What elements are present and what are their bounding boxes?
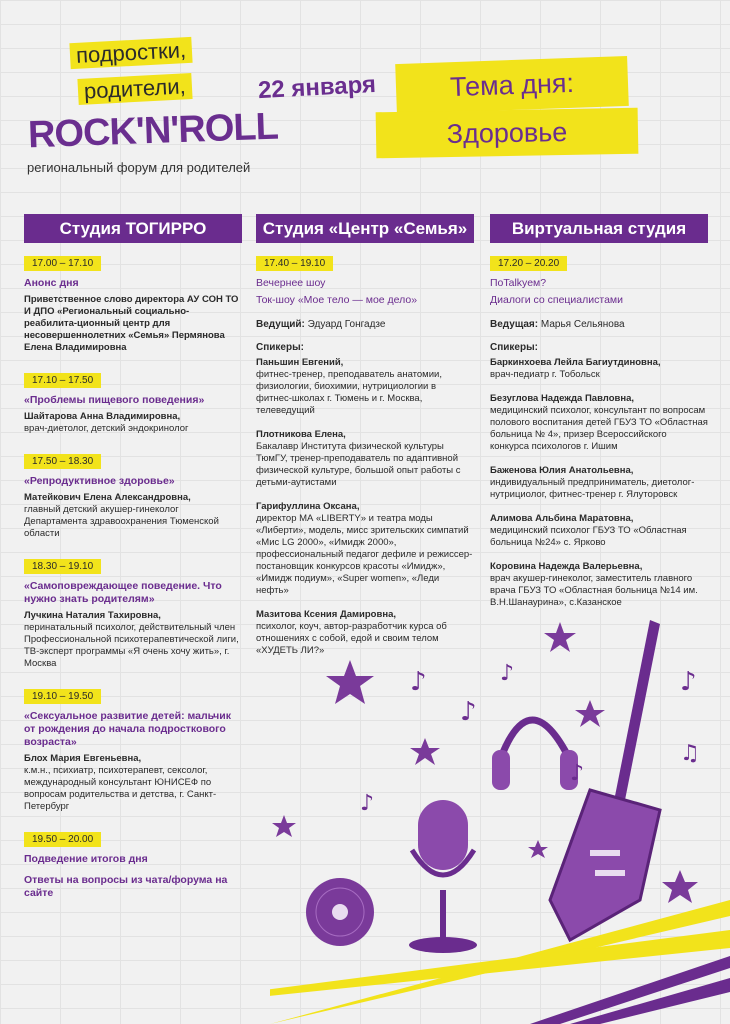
- star-icon: [528, 840, 548, 858]
- program-item: [24, 370, 242, 435]
- headphones-icon: [492, 720, 578, 790]
- talk-title: Ток-шоу «Мое тело — мое дело»: [256, 294, 418, 306]
- speaker-entry: [490, 513, 708, 549]
- program-extra: Ответы на вопросы из чата/форума на сайте: [24, 874, 228, 899]
- time-badge: 17.40 – 19.10: [256, 256, 333, 271]
- program-speaker-desc: врач-диетолог, детский эндокринолог: [24, 423, 189, 434]
- speaker-desc: директор МА «LIBERTY» и театра моды «Либерти», модель, мисс зрительских симпатий «Мис LG 2000», «Имидж 2000», профессиональный педагог дефиле и режиссер-постановщик конкурсов красоты «Имидж», «Имидж подиум», «Super women», «Леди нефть»: [256, 513, 473, 596]
- host-label: Ведущая:: [490, 319, 539, 330]
- speakers-label: Спикеры:: [256, 342, 304, 353]
- logo-line-parents: родители,: [77, 73, 192, 105]
- studio-title: Студия ТОГИРРО: [24, 214, 242, 243]
- speaker-name: Плотникова Елена,: [256, 429, 346, 440]
- program-title: «Самоповреждающее поведение. Что нужно знать родителям»: [24, 580, 222, 605]
- speaker-desc: фитнес-тренер, преподаватель анатомии, физиологии, биохимии, нутрициологии в фитнес-школах г. Тюмень и г. Москва, телеведущий: [256, 369, 442, 416]
- program-title: «Репродуктивное здоровье»: [24, 475, 175, 487]
- program-speaker: Матейкович Елена Александровна,: [24, 492, 191, 503]
- program-speaker-desc: главный детский акушер-гинеколог Департамента здравоохранения Тюменской области: [24, 504, 219, 539]
- program-speaker: Приветственное слово директора АУ СОН ТО И ДПО «Региональный социально-реабилита-ционный центр для несовершеннолетних «Семья» Пермянова Елена Владимировна: [24, 294, 239, 353]
- music-note-icon: ♪: [460, 697, 477, 727]
- microphone-icon: [409, 800, 477, 953]
- program-item: [24, 556, 242, 670]
- time-badge: 17.00 – 17.10: [24, 256, 101, 271]
- program-speaker: Блох Мария Евгеньевна,: [24, 753, 142, 764]
- time-badge: 17.20 – 20.20: [490, 256, 567, 271]
- show-title: ПоTalkуем?: [490, 277, 547, 289]
- speaker-desc: Бакалавр Института физической культуры ТюмГУ, тренер-преподаватель по адаптивной физической культуре, большой опыт работы с детьми-аутистами: [256, 441, 461, 488]
- studio-title: Студия «Центр «Семья»: [256, 214, 474, 243]
- program-title: «Сексуальное развитие детей: мальчик от рождения до начала подросткового возраста»: [24, 710, 231, 748]
- vinyl-record-icon: [306, 878, 374, 946]
- event-date: 22 января: [257, 70, 377, 105]
- music-illustration: [270, 600, 730, 1024]
- speaker-name: Коровина Надежда Валерьевна,: [490, 561, 643, 572]
- virtual-studio-column: [490, 214, 708, 621]
- program-title: «Проблемы пищевого поведения»: [24, 394, 205, 406]
- music-note-icon: ♪: [410, 667, 427, 697]
- star-icon: [326, 660, 374, 704]
- speaker-name: Мазитова Ксения Дамировна,: [256, 609, 396, 620]
- speaker-desc: медицинский психолог ГБУЗ ТО «Областная больница №24» с. Ярково: [490, 525, 687, 548]
- speaker-desc: врач-педиатр г. Тобольск: [490, 369, 600, 380]
- program-speaker: Лучкина Наталия Тахировна,: [24, 610, 161, 621]
- program-speaker: Шайтарова Анна Владимировна,: [24, 411, 181, 422]
- music-note-icon: ♪: [680, 667, 697, 697]
- music-note-icon: ♪: [500, 661, 515, 686]
- host-label: Ведущий:: [256, 319, 305, 330]
- speaker-entry: [490, 357, 708, 381]
- speaker-name: Гарифуллина Оксана,: [256, 501, 360, 512]
- program-item: [24, 253, 242, 354]
- speaker-name: Безуглова Надежда Павловна,: [490, 393, 635, 404]
- speaker-entry: [490, 465, 708, 501]
- logo-subtitle: региональный форум для родителей: [27, 160, 251, 175]
- logo-line-teens: подростки,: [69, 37, 192, 69]
- speaker-desc: медицинский психолог, консультант по вопросам полового воспитания детей ГБУЗ ТО «Областная больница № 4», призер Всероссийского конкурса психологов г. Ишим: [490, 405, 708, 452]
- program-title: Подведение итогов дня: [24, 853, 148, 865]
- speaker-desc: врач акушер-гинеколог, заместитель главного врача ГБУЗ ТО «Областная больница №14 им. В.Н.Шанаурина», с.Казанское: [490, 573, 698, 608]
- host-line: [256, 319, 474, 330]
- studio-title: Виртуальная студия: [490, 214, 708, 243]
- speaker-name: Паньшин Евгений,: [256, 357, 344, 368]
- host-line: [490, 319, 708, 330]
- music-note-icon: ♫: [680, 741, 700, 766]
- theme-label: Тема дня:: [395, 56, 629, 114]
- decor-music-notes: [360, 661, 700, 816]
- speaker-name: Баженова Юлия Анатольевна,: [490, 465, 634, 476]
- time-badge: 17.50 – 18.30: [24, 454, 101, 469]
- star-icon: [575, 700, 605, 727]
- program-item: [490, 253, 708, 609]
- program-item: [24, 451, 242, 540]
- logo-rocknroll: ROCK'N'ROLL: [27, 105, 279, 157]
- host-name: Эдуард Гонгадзе: [307, 319, 386, 330]
- speakers-label: Спикеры:: [490, 342, 538, 353]
- speaker-entry: [256, 357, 474, 417]
- talk-title: Диалоги со специалистами: [490, 294, 623, 306]
- time-badge: 17.10 – 17.50: [24, 373, 101, 388]
- theme-value: Здоровье: [376, 108, 639, 159]
- speaker-entry: [490, 393, 708, 453]
- time-badge: 19.10 – 19.50: [24, 689, 101, 704]
- speaker-entry: [256, 501, 474, 597]
- star-icon: [272, 815, 296, 837]
- time-badge: 18.30 – 19.10: [24, 559, 101, 574]
- show-title: Вечернее шоу: [256, 277, 326, 289]
- speaker-name: Алимова Альбина Маратовна,: [490, 513, 634, 524]
- music-note-icon: ♪: [360, 791, 375, 816]
- program-speaker-desc: к.м.н., психиатр, психотерапевт, сексолог, международный консультант ЮНИСЕФ по вопросам родительства и детства, г. Санкт-Петербург: [24, 765, 217, 812]
- speaker-name: Баркинхоева Лейла Багиутдиновна,: [490, 357, 661, 368]
- program-speaker-desc: перинатальный психолог, действительный член Профессиональной психотерапевтической лиги, ТВ-эксперт программы «Я очень хочу жить», г. Москва: [24, 622, 239, 669]
- star-icon: [544, 622, 576, 652]
- speaker-desc: индивидуальный предприниматель, диетолог-нутрициолог, фитнес-тренер г. Ялуторовск: [490, 477, 695, 500]
- time-badge: 19.50 – 20.00: [24, 832, 101, 847]
- program-item: [24, 829, 242, 900]
- speaker-desc: психолог, коуч, автор-разработчик курса об отношениях с собой, едой и своим телом «ХУДЕТЬ ЛИ?»: [256, 621, 447, 656]
- program-item: [24, 686, 242, 813]
- program-item: [256, 253, 474, 657]
- program-title: Анонс дня: [24, 277, 79, 289]
- star-icon: [662, 870, 698, 903]
- music-note-icon: ♪: [570, 761, 585, 786]
- studio-togirro-column: [24, 214, 242, 902]
- speaker-entry: [256, 429, 474, 489]
- host-name: Марья Сельянова: [540, 319, 625, 330]
- star-icon: [410, 738, 440, 765]
